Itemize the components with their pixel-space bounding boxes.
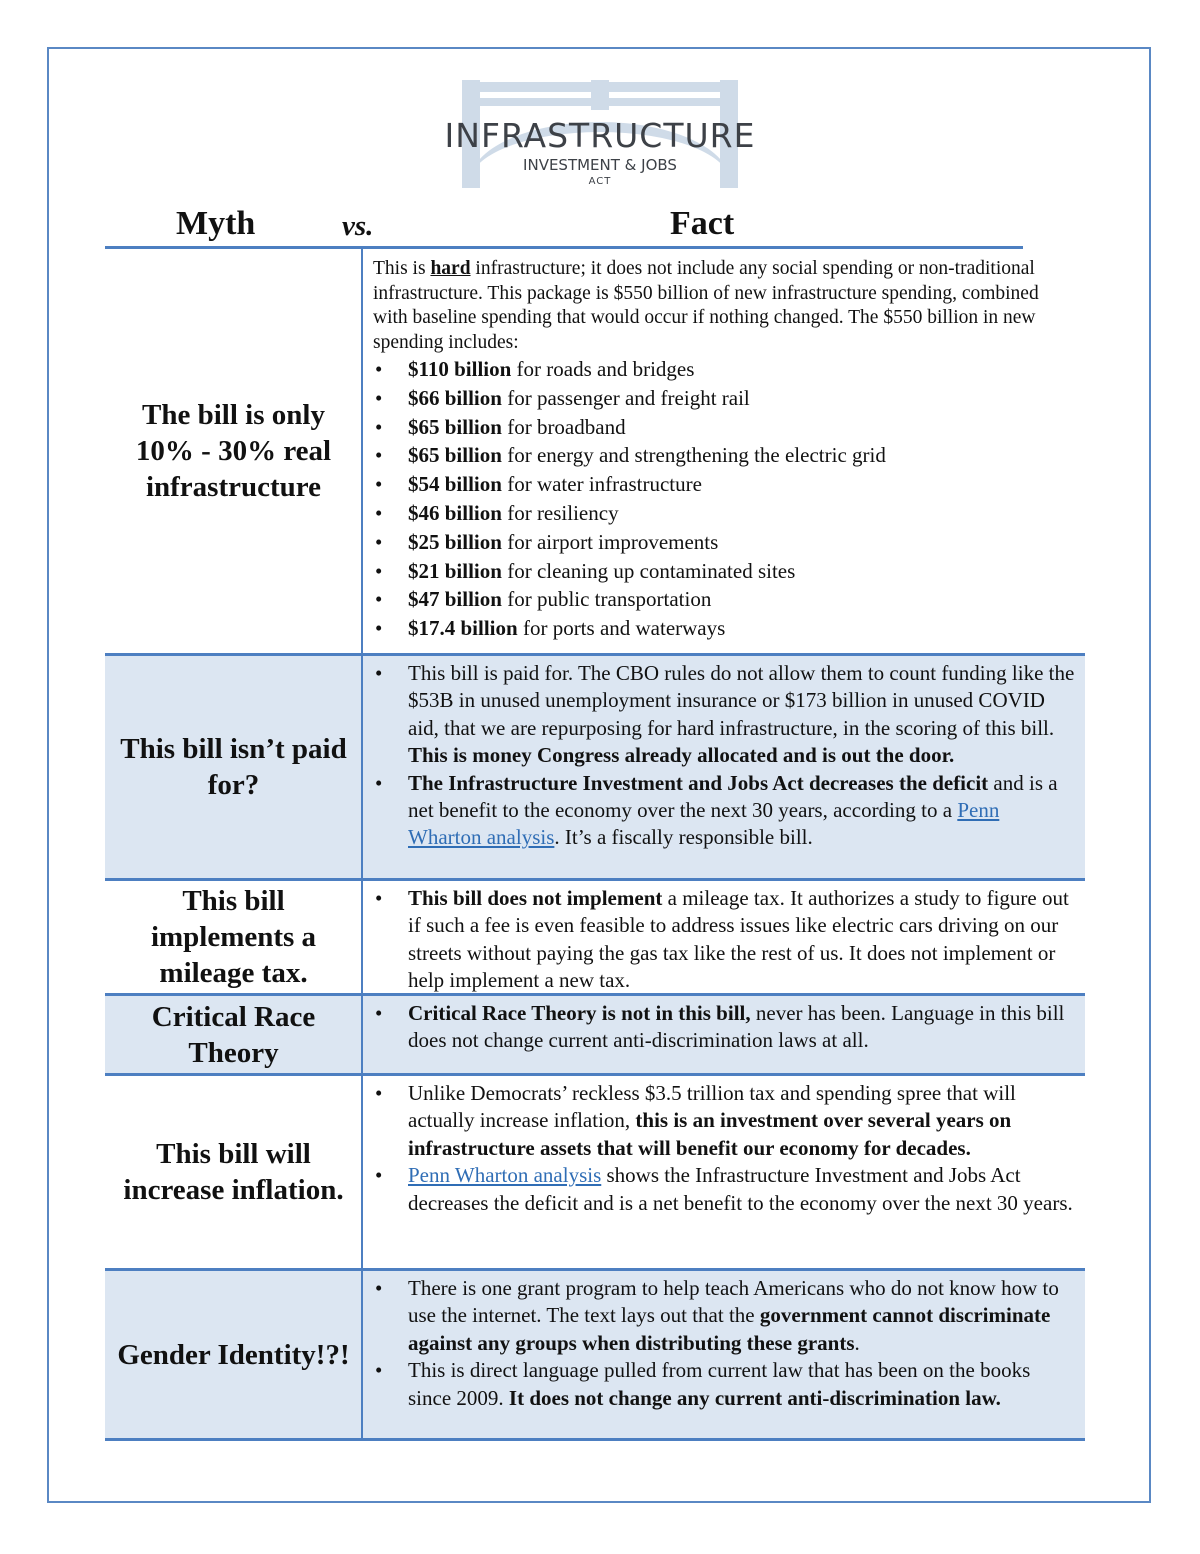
column-divider [361,996,363,1076]
text-segment: This bill does not implement [408,886,663,910]
penn-wharton-link[interactable]: Penn Wharton analysis [408,1163,602,1188]
fact-text [373,1080,1077,1217]
text-segment: There is one grant program to help teach Americans who do not know how to use the internet. The text lays out that the [408,1276,1059,1328]
text-segment: for roads and bridges [511,357,695,381]
text-segment: infrastructure; it does not include any social spending or non-traditional infrastructure. This package is $550 billion of new infrastructure spending, combined with baseline spending that would occur if nothing changed. The $550 billion in new spending includes: [373,258,1039,353]
text-segment: $47 billion [408,587,502,612]
bullet-item [373,557,1077,586]
table-row [105,881,1085,996]
myth-text: This bill implements a mileage tax. [150,885,317,989]
text-segment: for resiliency [501,500,619,525]
bullet-item [373,413,1077,442]
logo-title: INFRASTRUCTURE [444,116,756,155]
text-segment: for passenger and freight rail [501,385,750,410]
text-segment: $46 billion [408,500,502,525]
text-segment: Critical Race Theory is not in this bill, [408,1001,751,1025]
text-segment: for water infrastructure [501,472,702,497]
bullet-item [373,355,1077,384]
iija-logo [430,80,770,190]
fact-text [373,885,1077,995]
text-segment: government cannot discriminate against any groups when distributing these grants [408,1303,1051,1355]
bullet-item [373,770,1077,852]
fact-bullets [373,1080,1077,1217]
text-segment: $21 billion [408,558,502,583]
bullet-item [373,1162,1077,1217]
fact-text [373,1275,1077,1412]
fact-bullets [373,885,1077,995]
text-segment: a mileage tax. It authorizes a study to figure out if such a fee is even feasible to address issues like electric cars driving on our streets without paying the gas tax like the rest of us. It does not implement or help implement a new tax. [408,886,1069,993]
text-segment: The Infrastructure Investment and Jobs Act decreases the deficit [408,770,989,795]
bullet-item [373,441,1077,470]
logo-act: ACT [588,176,612,187]
bullet-item [373,1357,1077,1412]
bullet-item [373,660,1077,770]
text-segment: $65 billion [408,414,502,439]
column-divider [361,1076,363,1271]
bullet-item [373,1275,1077,1357]
text-segment: This is [373,258,431,279]
text-segment: $110 billion [408,357,512,381]
fact-bullets [373,1000,1077,1055]
fact-text [373,257,1077,643]
bullet-item [373,384,1077,413]
penn-wharton-link[interactable]: Penn Wharton analysis [408,798,1000,850]
bullet-item [373,1000,1077,1055]
text-segment: It does not change any current anti-discrimination law. [508,1385,1001,1410]
text-segment: $66 billion [408,385,502,410]
fact-bullets [373,1275,1077,1412]
myth-text: The bill is only 10% - 30% real infrastructure [135,399,332,503]
bullet-item [373,614,1077,643]
bullet-item [373,1080,1077,1162]
text-segment: and is a net benefit to the economy over the next 30 years, according to a [408,770,1058,823]
text-segment: . [854,1330,860,1355]
text-segment: for energy and strengthening the electric grid [501,443,886,468]
text-segment: for public transportation [501,587,712,612]
bullet-item [373,499,1077,528]
column-divider [361,1271,363,1441]
text-segment: hard [430,258,471,279]
text-segment: . It’s a fiscally responsible bill. [554,825,813,850]
logo-subtitle: INVESTMENT & JOBS [523,156,677,174]
fact-bullets [373,355,1077,643]
vs-header: vs. [342,210,374,242]
myth-text: This bill will increase inflation. [123,1138,344,1206]
fact-text [373,1000,1077,1055]
text-segment: $65 billion [408,443,502,468]
text-segment: for broadband [501,414,626,439]
text-segment: $54 billion [408,472,502,497]
column-divider [361,249,363,656]
column-divider [361,656,363,881]
table-row [105,1076,1085,1271]
text-segment: shows the Infrastructure Investment and Jobs Act decreases the deficit and is a net benefit to the economy over the next 30 years. [408,1163,1073,1215]
text-segment: for airport improvements [501,529,719,554]
text-segment: $25 billion [408,529,502,554]
fact-bullets [373,660,1077,852]
bullet-item [373,528,1077,557]
myth-header: Myth [176,205,256,242]
text-segment: $17.4 billion [408,616,518,641]
table-row [105,656,1085,881]
table-row [105,249,1085,656]
text-segment: This bill is paid for. The CBO rules do not allow them to count funding like the $53B in unused unemployment insurance or $173 billion in unused COVID aid, that we are repurposing for hard infrastructure, in the scoring of this bill. [408,661,1075,740]
text-segment: This is direct language pulled from current law that has been on the books since 2009. [408,1358,1031,1410]
text-segment: this is an investment over several years on infrastructure assets that will benefit our economy for decades. [408,1108,1012,1160]
column-divider [361,881,363,996]
fact-text [373,660,1077,852]
text-segment: never has been. Language in this bill does not change current anti-discrimination laws at all. [408,1001,1065,1053]
bullet-item [373,585,1077,614]
text-segment: for ports and waterways [517,616,726,641]
text-segment: This is money Congress already allocated and is out the door. [408,743,955,768]
table-row [105,996,1085,1076]
myth-text: Gender Identity!?! [117,1338,350,1371]
bullet-item [373,885,1077,995]
text-segment: Unlike Democrats’ reckless $3.5 trillion tax and spending spree that will actually increase inflation, [408,1081,1016,1133]
myth-text: Critical Race Theory [151,1000,316,1069]
myth-text: This bill isn’t paid for? [120,733,347,801]
fact-header: Fact [670,205,735,242]
text-segment: for cleaning up contaminated sites [501,558,796,583]
fact-intro [373,257,1077,355]
bullet-item [373,470,1077,499]
table-row [105,1271,1085,1441]
